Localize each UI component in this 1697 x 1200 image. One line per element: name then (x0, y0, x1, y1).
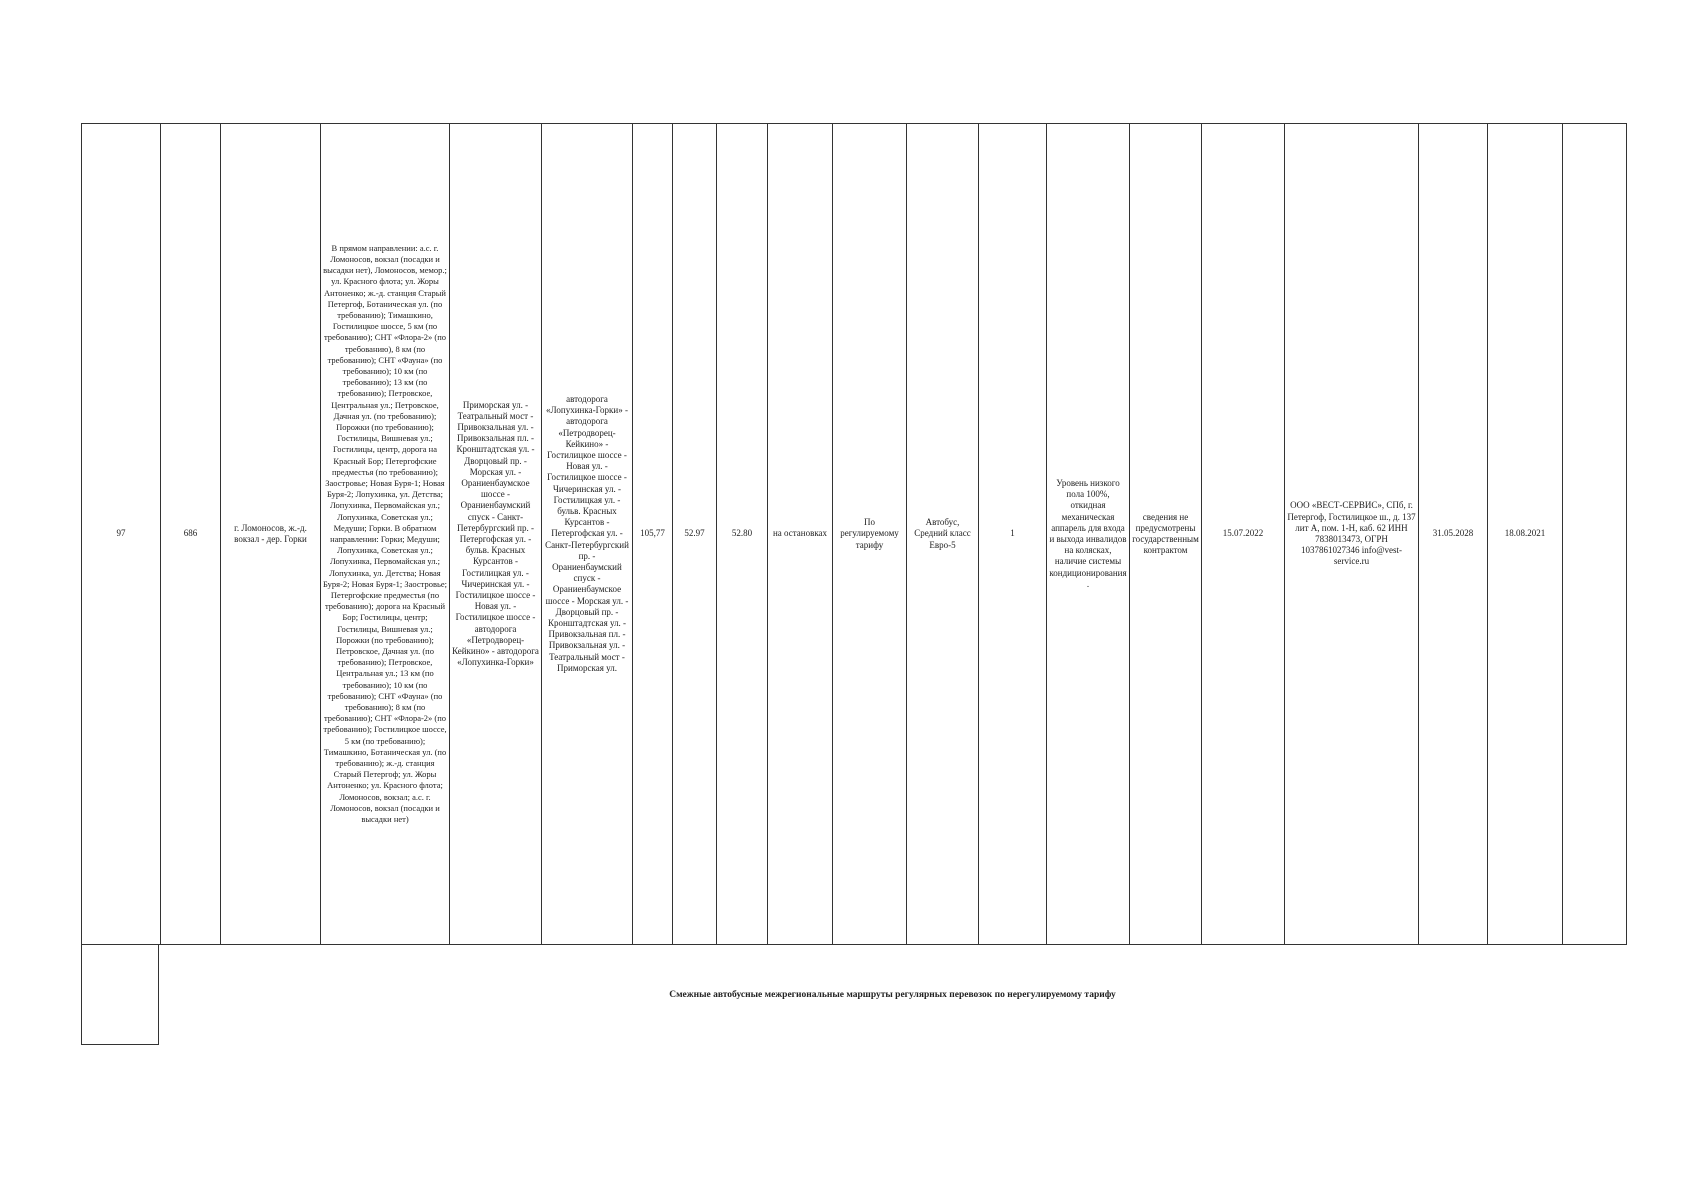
row-number-cell (82, 124, 161, 945)
change-date: 18.08.2021 (1504, 528, 1546, 539)
streets-backward: автодорога «Лопухинка-Горки» - автодорога «Петродворец-Кейкино» - Гостилицкое шоссе - Новая ул. - Гостилицкое шоссе - Чичеринская ул. - Гостилицкая ул. - бульв. Красных Курсантов - Петергофская ул. - Санкт-Петербургский пр. - Ораниенбаумский спуск - Ораниенбаумское шоссе - Морская ул. - Дворцовый пр. - Кронштадтская ул. - Привокзальная пл. - Привокзальная ул. - Театральный мост - Приморская ул. (545, 393, 629, 673)
length-total: 105,77 (640, 528, 665, 539)
stop-order: на остановках (772, 528, 828, 539)
vehicle-count: 1 (1010, 528, 1015, 539)
streets-forward-cell (450, 124, 542, 945)
start-date: 15.07.2022 (1222, 528, 1264, 539)
start-date-cell (1202, 124, 1285, 945)
route-number: 686 (183, 528, 198, 539)
section-index-box (82, 945, 159, 1045)
routes-table (81, 123, 1627, 945)
characteristics-cell (1047, 124, 1130, 945)
length-forward-cell (673, 124, 717, 945)
carrier: ООО «ВЕСТ-СЕРВИС», СПб, г. Петергоф, Гостилицкое ш., д. 137 лит А, пом. 1-Н, каб. 62 ИНН 7838013473, ОГРН 1037861027346 info@vest-service.ru (1287, 500, 1416, 567)
length-forward: 52.97 (684, 528, 705, 539)
change-date-cell (1488, 124, 1563, 945)
streets-backward-cell (542, 124, 633, 945)
route-stops: В прямом направлении: а.с. г. Ломоносов, вокзал (посадки и высадки нет), Ломоносов, мемор.; ул. Красного флота; ул. Жоры Антоненко; ж.-д. станция Старый Петергоф, Ботаническая ул. (по требованию); Тимашкино, Гостилицкое шоссе, 5 км (по требованию); СНТ «Флора-2» (по требованию), 8 км (по требованию); СНТ «Фауна» (по требованию); 10 км (по требованию); 13 км (по требованию); Петровское, Центральная ул.; Петровское, Дачная ул. (по требованию); Порожки (по требованию); Гостилицы, Вишневая ул.; Гостилицы, центр, дорога на Красный Бор; Петергофские предместья (по требованию); Заостровье; Новая Буря-1; Новая Буря-2; Лопухинка, ул. Детства; Лопухинка, Первомайская ул.; Лопухинка, Советская ул.; Медуши; Горки. В обратном направлении: Горки; Медуши; Лопухинка, Советская ул.; Лопухинка, Первомайская ул.; Лопухинка, ул. Детства; Новая Буря-2; Новая Буря-1; Заостровье; Петергофские предместья (по требованию); дорога на Красный Бор; Гостилицы, центр; Гостилицы, Вишневая ул.; Порожки (по требованию); Петровское, Дачная ул. (по требованию); Петровское, Центральная ул.; 13 км (по требованию); 10 км (по требованию); СНТ «Фауна» (по требованию); 8 км (по требованию); СНТ «Флора-2» (по требованию); Гостилицкое шоссе, 5 км (по требованию); Тимашкино, Ботаническая ул. (по требованию); ж.-д. станция Старый Петергоф; ул. Жоры Антоненко; ул. Красного флота; Ломоносов, вокзал; а.с. г. Ломоносов, вокзал (посадки и высадки нет) (323, 242, 447, 825)
table-row (82, 124, 1627, 945)
note-cell (1563, 124, 1627, 945)
streets-forward: Приморская ул. - Театральный мост - Привокзальная ул. - Привокзальная пл. - Кронштадтская ул. - Дворцовый пр. - Морская ул. - Ораниенбаумское шоссе - Ораниенбаумский спуск - Санкт-Петербургский пр. - Петергофская ул. - бульв. Красных Курсантов - Гостилицкая ул. - Чичеринская ул. - Гостилицкое шоссе - Новая ул. - Гостилицкое шоссе - автодорога «Петродворец-Кейкино» - автодорога «Лопухинка-Горки» (452, 399, 539, 668)
length-backward: 52.80 (731, 528, 753, 539)
route-stops-cell (321, 124, 450, 945)
row-number: 97 (116, 528, 126, 539)
characteristics: Уровень низкого пола 100%, откидная механическая аппарель для входа и выхода инвалидов на колясках, наличие системы кондиционирования. (1049, 477, 1127, 589)
carrier-cell (1285, 124, 1419, 945)
section-title: Смежные автобусные межрегиональные маршруты регулярных перевозок по нерегулируемому тарифу (669, 989, 1116, 1000)
route-name: г. Ломоносов, ж.-д. вокзал - дер. Горки (234, 522, 307, 544)
route-number-cell (161, 124, 221, 945)
section-header-row (82, 945, 1627, 1045)
tariff: По регулируемому тарифу (840, 517, 899, 550)
tariff-cell (833, 124, 907, 945)
length-backward-cell (717, 124, 768, 945)
end-date: 31.05.2028 (1432, 528, 1474, 539)
length-total-cell (633, 124, 673, 945)
route-name-cell (221, 124, 321, 945)
section-header-table (81, 944, 1626, 1045)
stop-order-cell (768, 124, 833, 945)
contract-info: сведения не предусмотрены государственным контрактом (1132, 511, 1199, 556)
contract-info-cell (1130, 124, 1202, 945)
vehicle-count-cell (979, 124, 1047, 945)
vehicle-cell (907, 124, 979, 945)
end-date-cell (1419, 124, 1488, 945)
vehicle: Автобус, Средний класс Евро-5 (914, 517, 971, 550)
